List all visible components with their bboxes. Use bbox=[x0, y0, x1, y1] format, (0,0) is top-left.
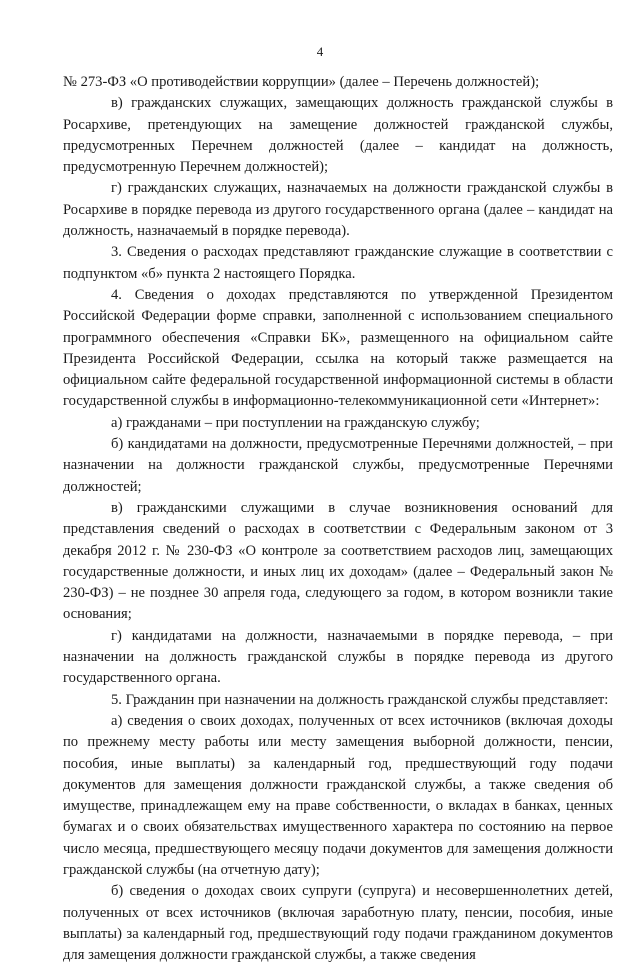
paragraph: а) гражданами – при поступлении на гражданскую службу; bbox=[111, 414, 480, 431]
paragraph: б) сведения о доходах своих супруги (супруга) и несовершеннолетних детей, полученных от всех источников (включая заработную плату, пенсии, пособия, иные выплаты) за календарный год, предшествующий году подачи гражданином документов для замещения должности гражданской службы, а также сведения bbox=[63, 883, 613, 964]
paragraph: г) гражданских служащих, назначаемых на должности гражданской службы в Росархиве в порядке перевода из другого государственного органа (далее – кандидат на должность, назначаемый в порядке перевода). bbox=[63, 180, 613, 240]
paragraph: 5. Гражданин при назначении на должность гражданской службы представляет: bbox=[111, 691, 609, 708]
paragraph: 4. Сведения о доходах представляются по утвержденной Президентом Российской Федерации форме справки, заполненной с использованием специального программного обеспечения «Справки БК», размещенного на официальном сайте Президента Российской Федерации, ссылка на который также размещается на официальном сайте федеральной государственной информационной системы в области государственной службы в информационно-телекоммуникационной сети «Интернет»: bbox=[63, 286, 613, 410]
paragraph: а) сведения о своих доходах, полученных от всех источников (включая доходы по прежнему месту работы или месту замещения выборной должности, пенсии, пособия, иные выплаты) за календарный год, предшествующий году подачи документов для замещения должности гражданской службы, а также сведения об имуществе, принадлежащем ему на праве собственности, о вкладах в банках, ценных бумагах и о своих обязательствах имущественного характера по состоянию на первое число месяца, предшествующего месяцу подачи документов для замещения должности гражданской службы (на отчетную дату); bbox=[63, 712, 613, 878]
page-number: 4 bbox=[316, 44, 324, 59]
paragraph: г) кандидатами на должности, назначаемыми в порядке перевода, – при назначении на должность гражданской службы в порядке перевода из другого государственного органа. bbox=[63, 627, 613, 687]
paragraph: б) кандидатами на должности, предусмотренные Перечнями должностей, – при назначении на должности гражданской службы, предусмотренные Перечнями должностей; bbox=[63, 436, 613, 495]
paragraph: в) гражданскими служащими в случае возникновения оснований для представления сведений о расходах в соответствии с Федеральным законом от 3 декабря 2012 г. № 230-ФЗ «О контроле за соответствием расходов лиц, замещающих государственные должности, и иных лиц их доходам» (далее – Федеральный закон № 230-ФЗ) – не позднее 30 апреля года, следующего за годом, в котором возникли такие основания; bbox=[63, 499, 613, 623]
paragraph: № 273-ФЗ «О противодействии коррупции» (далее – Перечень должностей); bbox=[63, 74, 540, 90]
document-body bbox=[63, 72, 613, 966]
paragraph: 3. Сведения о расходах представляют гражданские служащие в соответствии с подпунктом «б» пункта 2 настоящего Порядка. bbox=[63, 244, 613, 282]
paragraph: в) гражданских служащих, замещающих должность гражданской службы в Росархиве, претендующих на замещение должностей гражданской службы, предусмотренных Перечнем должностей (далее – кандидат на должность, предусмотренную Перечнем должностей); bbox=[63, 95, 613, 176]
